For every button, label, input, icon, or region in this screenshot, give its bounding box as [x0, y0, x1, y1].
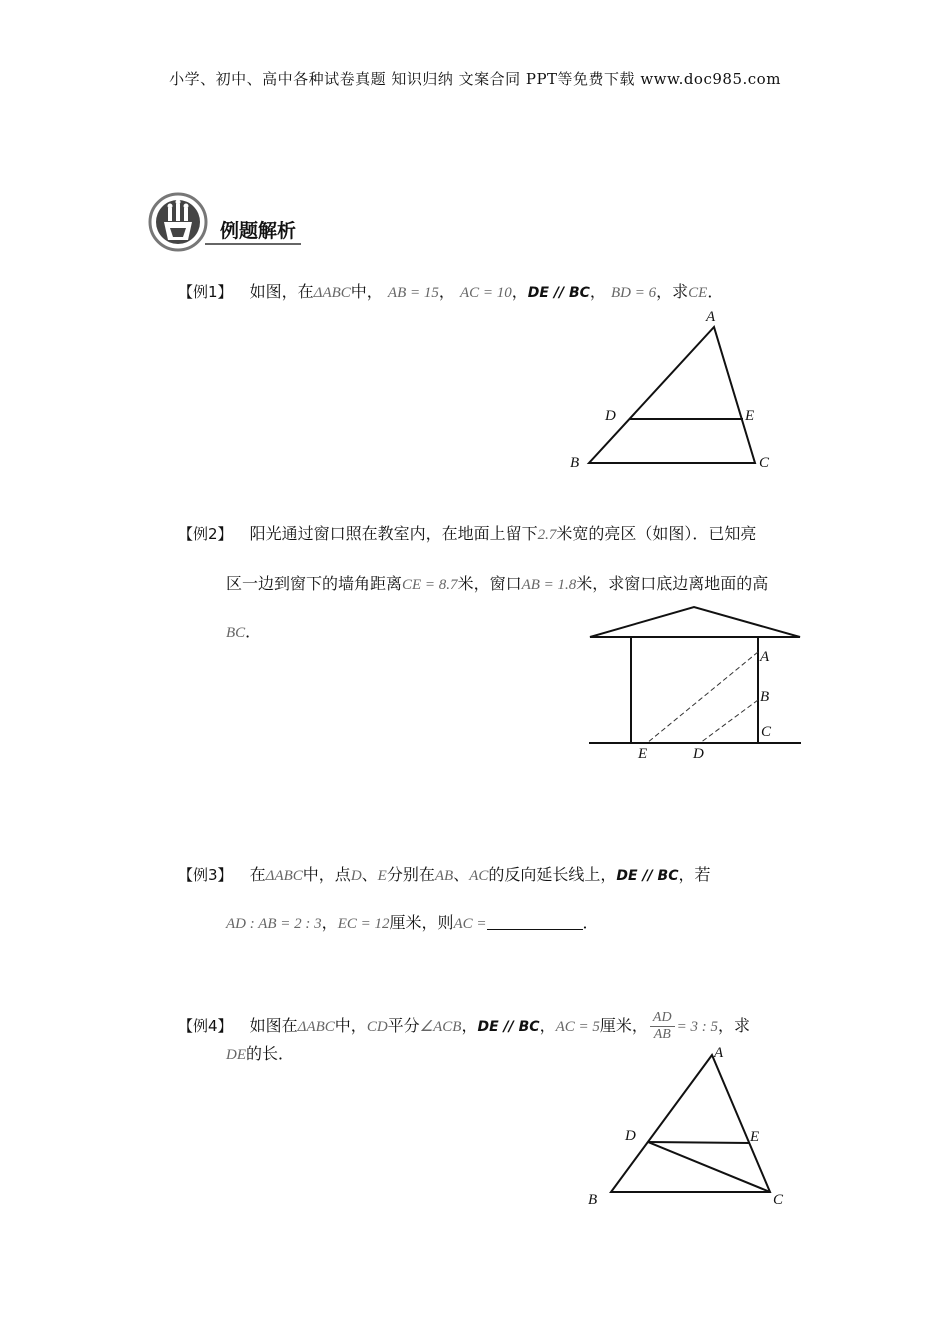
triangle-abc: [611, 1055, 770, 1192]
section-title: 例题解析: [220, 220, 297, 242]
example-3-line-2: AD : AB = 2 : 3，EC = 12厘米，则AC = ．: [226, 913, 599, 932]
fraction-ad-ab: $\frac{AD}{AB}$: [650, 1010, 675, 1043]
example-4-line-1: 【例4】 如图在ΔABC中，CD平分∠ACB，DE // BC，AC = 5厘米， $\frac{AD}{AB}$ = 3 : 5，求: [178, 1010, 750, 1042]
label-a: A: [760, 649, 770, 665]
label-c: C: [773, 1192, 784, 1208]
label-b: B: [760, 689, 770, 705]
label-d: D: [693, 746, 704, 762]
label-c: C: [759, 455, 770, 471]
label-c: C: [761, 724, 772, 740]
label-e: E: [638, 746, 648, 762]
example-3-line-1: 【例3】 在ΔABC中，点D、E分别在AB、AC的反向延长线上，DE // BC，若: [178, 865, 711, 884]
label-e: E: [750, 1129, 760, 1145]
example-2-label: 【例2】: [178, 525, 233, 543]
label-a: A: [714, 1045, 724, 1061]
example-4-label: 【例4】: [178, 1017, 233, 1035]
label-e: E: [745, 408, 755, 424]
page-header: 小学、初中、高中各种试卷真题 知识归纳 文案合同 PPT等免费下载 www.doc985.com: [169, 70, 781, 88]
label-b: B: [570, 455, 580, 471]
example-2-line-3: BC．: [226, 622, 262, 641]
example-1-label: 【例1】: [178, 283, 233, 301]
segment-de: [648, 1142, 750, 1143]
example-2-line-2: 区一边到窗下的墙角距离CE = 8.7米，窗口AB = 1.8米，求窗口底边离地面的高: [226, 574, 769, 593]
example-3-label: 【例3】: [178, 866, 233, 884]
label-d: D: [605, 408, 616, 424]
label-d: D: [625, 1128, 636, 1144]
label-b: B: [588, 1192, 598, 1208]
example-4-line-2: DE的长．: [226, 1044, 295, 1063]
label-a: A: [706, 309, 716, 325]
example-2-line-1: 【例2】 阳光通过窗口照在教室内，在地面上留下2.7米宽的亮区（如图）．已知亮: [178, 524, 757, 543]
example-1-text: 【例1】 如图，在ΔABC中， AB = 15， AC = 10，DE // BC， BD = 6，求CE．: [178, 282, 724, 301]
